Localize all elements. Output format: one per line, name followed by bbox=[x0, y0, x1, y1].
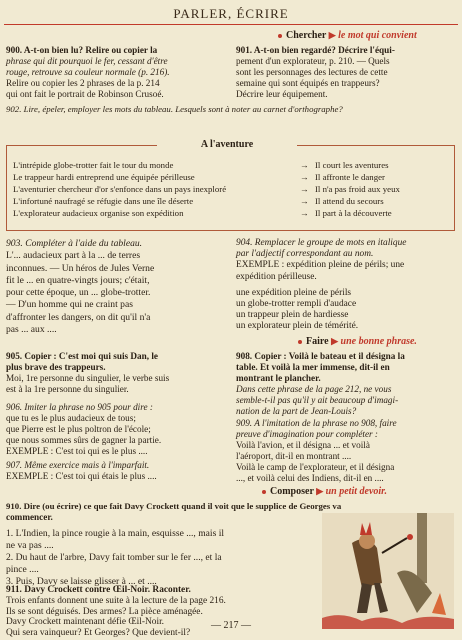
text-line: par l'adjectif correspondant au nom. bbox=[236, 249, 374, 260]
table-left-item: L'aventurier chercheur d'or s'enfonce dans un pays inexploré bbox=[13, 184, 227, 194]
chercher-heading bbox=[278, 30, 417, 41]
text-line: Voilà l'avion, et il désigna ... et voilà bbox=[236, 440, 370, 450]
table-right-item: Il court les aventures bbox=[315, 160, 389, 170]
text-line: Moi, 1re personne du singulier, le verbe suis bbox=[6, 373, 170, 383]
text-line: une expédition pleine de périls bbox=[236, 287, 352, 298]
vocabulary-table bbox=[6, 139, 455, 231]
text-line: nation de la part de Jean-Louis? bbox=[236, 406, 357, 416]
text-line: table. Et voilà la mer immense, dit-il en bbox=[236, 362, 390, 372]
text-line: expédition périlleuse. bbox=[236, 271, 317, 282]
text-line: d'affronter les dangers, on dit qu'il n'a bbox=[6, 311, 151, 323]
section-accent: le mot qui convient bbox=[338, 30, 417, 41]
arrow-right-icon: → bbox=[300, 208, 309, 218]
triangle-arrow-icon: ▶ bbox=[328, 30, 336, 40]
text-line: 904. Remplacer le groupe de mots en italique bbox=[236, 238, 407, 248]
bullet-icon bbox=[298, 340, 302, 344]
text-line: Ils se sont déguisés. Des armes? La pièce aménagée. bbox=[6, 606, 203, 617]
text-line: 905. Copier : C'est moi qui suis Dan, le bbox=[6, 351, 158, 361]
exercise-901 bbox=[236, 45, 458, 100]
bullet-icon bbox=[278, 34, 282, 38]
text-line: rouge, retrouve sa couleur normale (p. 216). bbox=[6, 67, 170, 77]
text-line: un explorateur plein de témérité. bbox=[236, 321, 359, 332]
text-line: l'aéroport, dit-il en montrant .... bbox=[236, 451, 352, 461]
arrow-right-icon: → bbox=[300, 160, 309, 170]
exercise-903 bbox=[6, 238, 221, 336]
table-right-item: Il part à la découverte bbox=[315, 208, 392, 218]
exercise-900 bbox=[6, 45, 226, 100]
text-line: sont les personnages des lectures de cette bbox=[236, 67, 388, 77]
table-left-item: L'intrépide globe-trotter fait le tour du monde bbox=[13, 160, 174, 170]
text-line: 1. L'Indien, la pince rougie à la main, esquisse ..., mais il bbox=[6, 528, 225, 539]
table-caption: A l'aventure bbox=[157, 139, 297, 150]
text-line: Décrire leur équipement. bbox=[236, 89, 328, 99]
text-line: 903. Compléter à l'aide du tableau. bbox=[6, 238, 143, 249]
text-line: montrant le plancher. bbox=[236, 373, 321, 383]
exercise-905 bbox=[6, 351, 228, 395]
faire-heading bbox=[298, 336, 417, 347]
text-line: plus brave des trappeurs. bbox=[6, 362, 106, 372]
text-line: ..., et voilà celui des Indiens, dit-il en .... bbox=[236, 473, 384, 483]
text-line: L'... audacieux part à la ... de terres bbox=[6, 250, 141, 262]
exercise-910-items bbox=[6, 528, 318, 588]
text-line: Trois enfants donnent une suite à la lecture de la page 216. bbox=[6, 595, 226, 606]
text-line: 2. Du haut de l'arbre, Davy fait tomber sur le fer ..., et la bbox=[6, 552, 222, 563]
arrow-right-icon: → bbox=[300, 184, 309, 194]
exercise-907 bbox=[6, 460, 228, 482]
text-line: Dans cette phrase de la page 212, ne vous bbox=[236, 384, 392, 394]
text-line: est à la 1re personne du singulier. bbox=[6, 384, 129, 394]
text-line: phrase qui dit pourquoi le fer, cessant d'être bbox=[6, 56, 168, 66]
text-line: Davy Crockett maintenant défie Œil-Noir. bbox=[6, 617, 165, 628]
page-number: — 217 — bbox=[211, 620, 251, 631]
text-line: que nous sommes sûrs de gagner la partie. bbox=[6, 435, 162, 445]
text-line: Relire ou copier les 2 phrases de la p. 214 bbox=[6, 78, 160, 88]
text-line: que Pierre est le plus poltron de l'école; bbox=[6, 424, 151, 434]
table-right-item: Il n'a pas froid aux yeux bbox=[315, 184, 400, 194]
text-line: inconnues. — Un héros de Jules Verne bbox=[6, 262, 155, 274]
page-title: PARLER, ÉCRIRE bbox=[173, 6, 289, 21]
triangle-arrow-icon: ▶ bbox=[331, 336, 339, 346]
text-line: un globe-trotter rempli d'audace bbox=[236, 299, 357, 310]
text-line: 911. Davy Crockett contre Œil-Noir. Raconter. bbox=[6, 585, 191, 595]
text-line: commencer. bbox=[6, 512, 53, 522]
section-accent: un petit devoir. bbox=[325, 486, 388, 497]
text-line: Qui sera vainqueur? Et Georges? Que devient-il? bbox=[6, 628, 191, 639]
text-line: pas ... aux .... bbox=[6, 324, 57, 336]
text-line: Voilà le camp de l'explorateur, et il désigna bbox=[236, 462, 395, 472]
section-label: Composer bbox=[270, 486, 314, 497]
header-rule bbox=[4, 24, 458, 25]
table-left-item: L'explorateur audacieux organise son expédition bbox=[13, 208, 184, 218]
text-line: 3. Puis, Davy se laisse glisser à ... et .... bbox=[6, 576, 157, 587]
text-line: 909. A l'imitation de la phrase no 908, faire bbox=[236, 418, 397, 428]
text-line: ne va pas .... bbox=[6, 540, 54, 551]
text-line: pince .... bbox=[6, 564, 39, 575]
arrow-right-icon: → bbox=[300, 196, 309, 206]
text-line: pement d'un explorateur, p. 210. — Quels bbox=[236, 56, 390, 66]
table-left-item: Le trappeur hardi entreprend une équipée périlleuse bbox=[13, 172, 195, 182]
text-line: 901. A-t-on bien regardé? Décrire l'équi- bbox=[236, 45, 395, 55]
davy-crockett-illustration bbox=[322, 513, 454, 629]
text-line: 908. Copier : Voilà le bateau et il désigna la bbox=[236, 351, 405, 361]
section-label: Chercher bbox=[286, 30, 327, 41]
section-accent: une bonne phrase. bbox=[340, 336, 417, 347]
text-line: fit le ... en quatre-vingts jours; c'était, bbox=[6, 274, 150, 286]
exercise-909 bbox=[236, 418, 458, 484]
page-header bbox=[0, 8, 462, 26]
text-line: un trappeur plein de hardiesse bbox=[236, 310, 349, 321]
text-line: EXEMPLE : C'est toi qui es le plus .... bbox=[6, 446, 148, 456]
composer-heading bbox=[262, 486, 387, 497]
triangle-arrow-icon: ▶ bbox=[316, 486, 324, 496]
bullet-icon bbox=[262, 490, 266, 494]
table-left-item: L'infortuné naufragé se réfugie dans une île déserte bbox=[13, 196, 194, 206]
text-span: 910. Dire (ou écrire) ce que fait Davy Crockett quand il voit que le supplice de Georges va bbox=[6, 501, 342, 511]
table-right-item: Il attend du secours bbox=[315, 196, 384, 206]
text-line bbox=[6, 501, 458, 512]
exercise-908 bbox=[236, 351, 458, 417]
text-line: qui ont fait le portrait de Robinson Crusoé. bbox=[6, 89, 164, 99]
text-line: EXEMPLE : C'est toi qui étais le plus .... bbox=[6, 471, 157, 481]
exercise-906 bbox=[6, 402, 228, 457]
text-line: 907. Même exercice mais à l'imparfait. bbox=[6, 460, 150, 470]
exercise-902: 902. Lire, épeler, employer les mots du tableau. Lesquels sont à noter au carnet d'orthographe? bbox=[6, 104, 343, 114]
section-label: Faire bbox=[306, 336, 329, 347]
text-line: — D'un homme qui ne craint pas bbox=[6, 299, 133, 311]
arrow-right-icon: → bbox=[300, 172, 309, 182]
text-line: EXEMPLE : expédition pleine de périls; une bbox=[236, 260, 405, 271]
text-line: pour cette époque, un ... globe-trotter. bbox=[6, 287, 151, 299]
exercise-904 bbox=[236, 238, 458, 333]
text-line: semaine qui sont équipés en trappeurs? bbox=[236, 78, 380, 88]
text-line: semble-t-il pas qu'il y ait beaucoup d'imagi- bbox=[236, 395, 399, 405]
text-line: que tu es le plus audacieux de tous; bbox=[6, 413, 136, 423]
text-line: preuve d'imagination pour compléter : bbox=[236, 429, 378, 439]
table-right-item: Il affronte le danger bbox=[315, 172, 385, 182]
text-line: 906. Imiter la phrase no 905 pour dire : bbox=[6, 402, 153, 412]
text-line: 900. A-t-on bien lu? Relire ou copier la bbox=[6, 45, 158, 55]
